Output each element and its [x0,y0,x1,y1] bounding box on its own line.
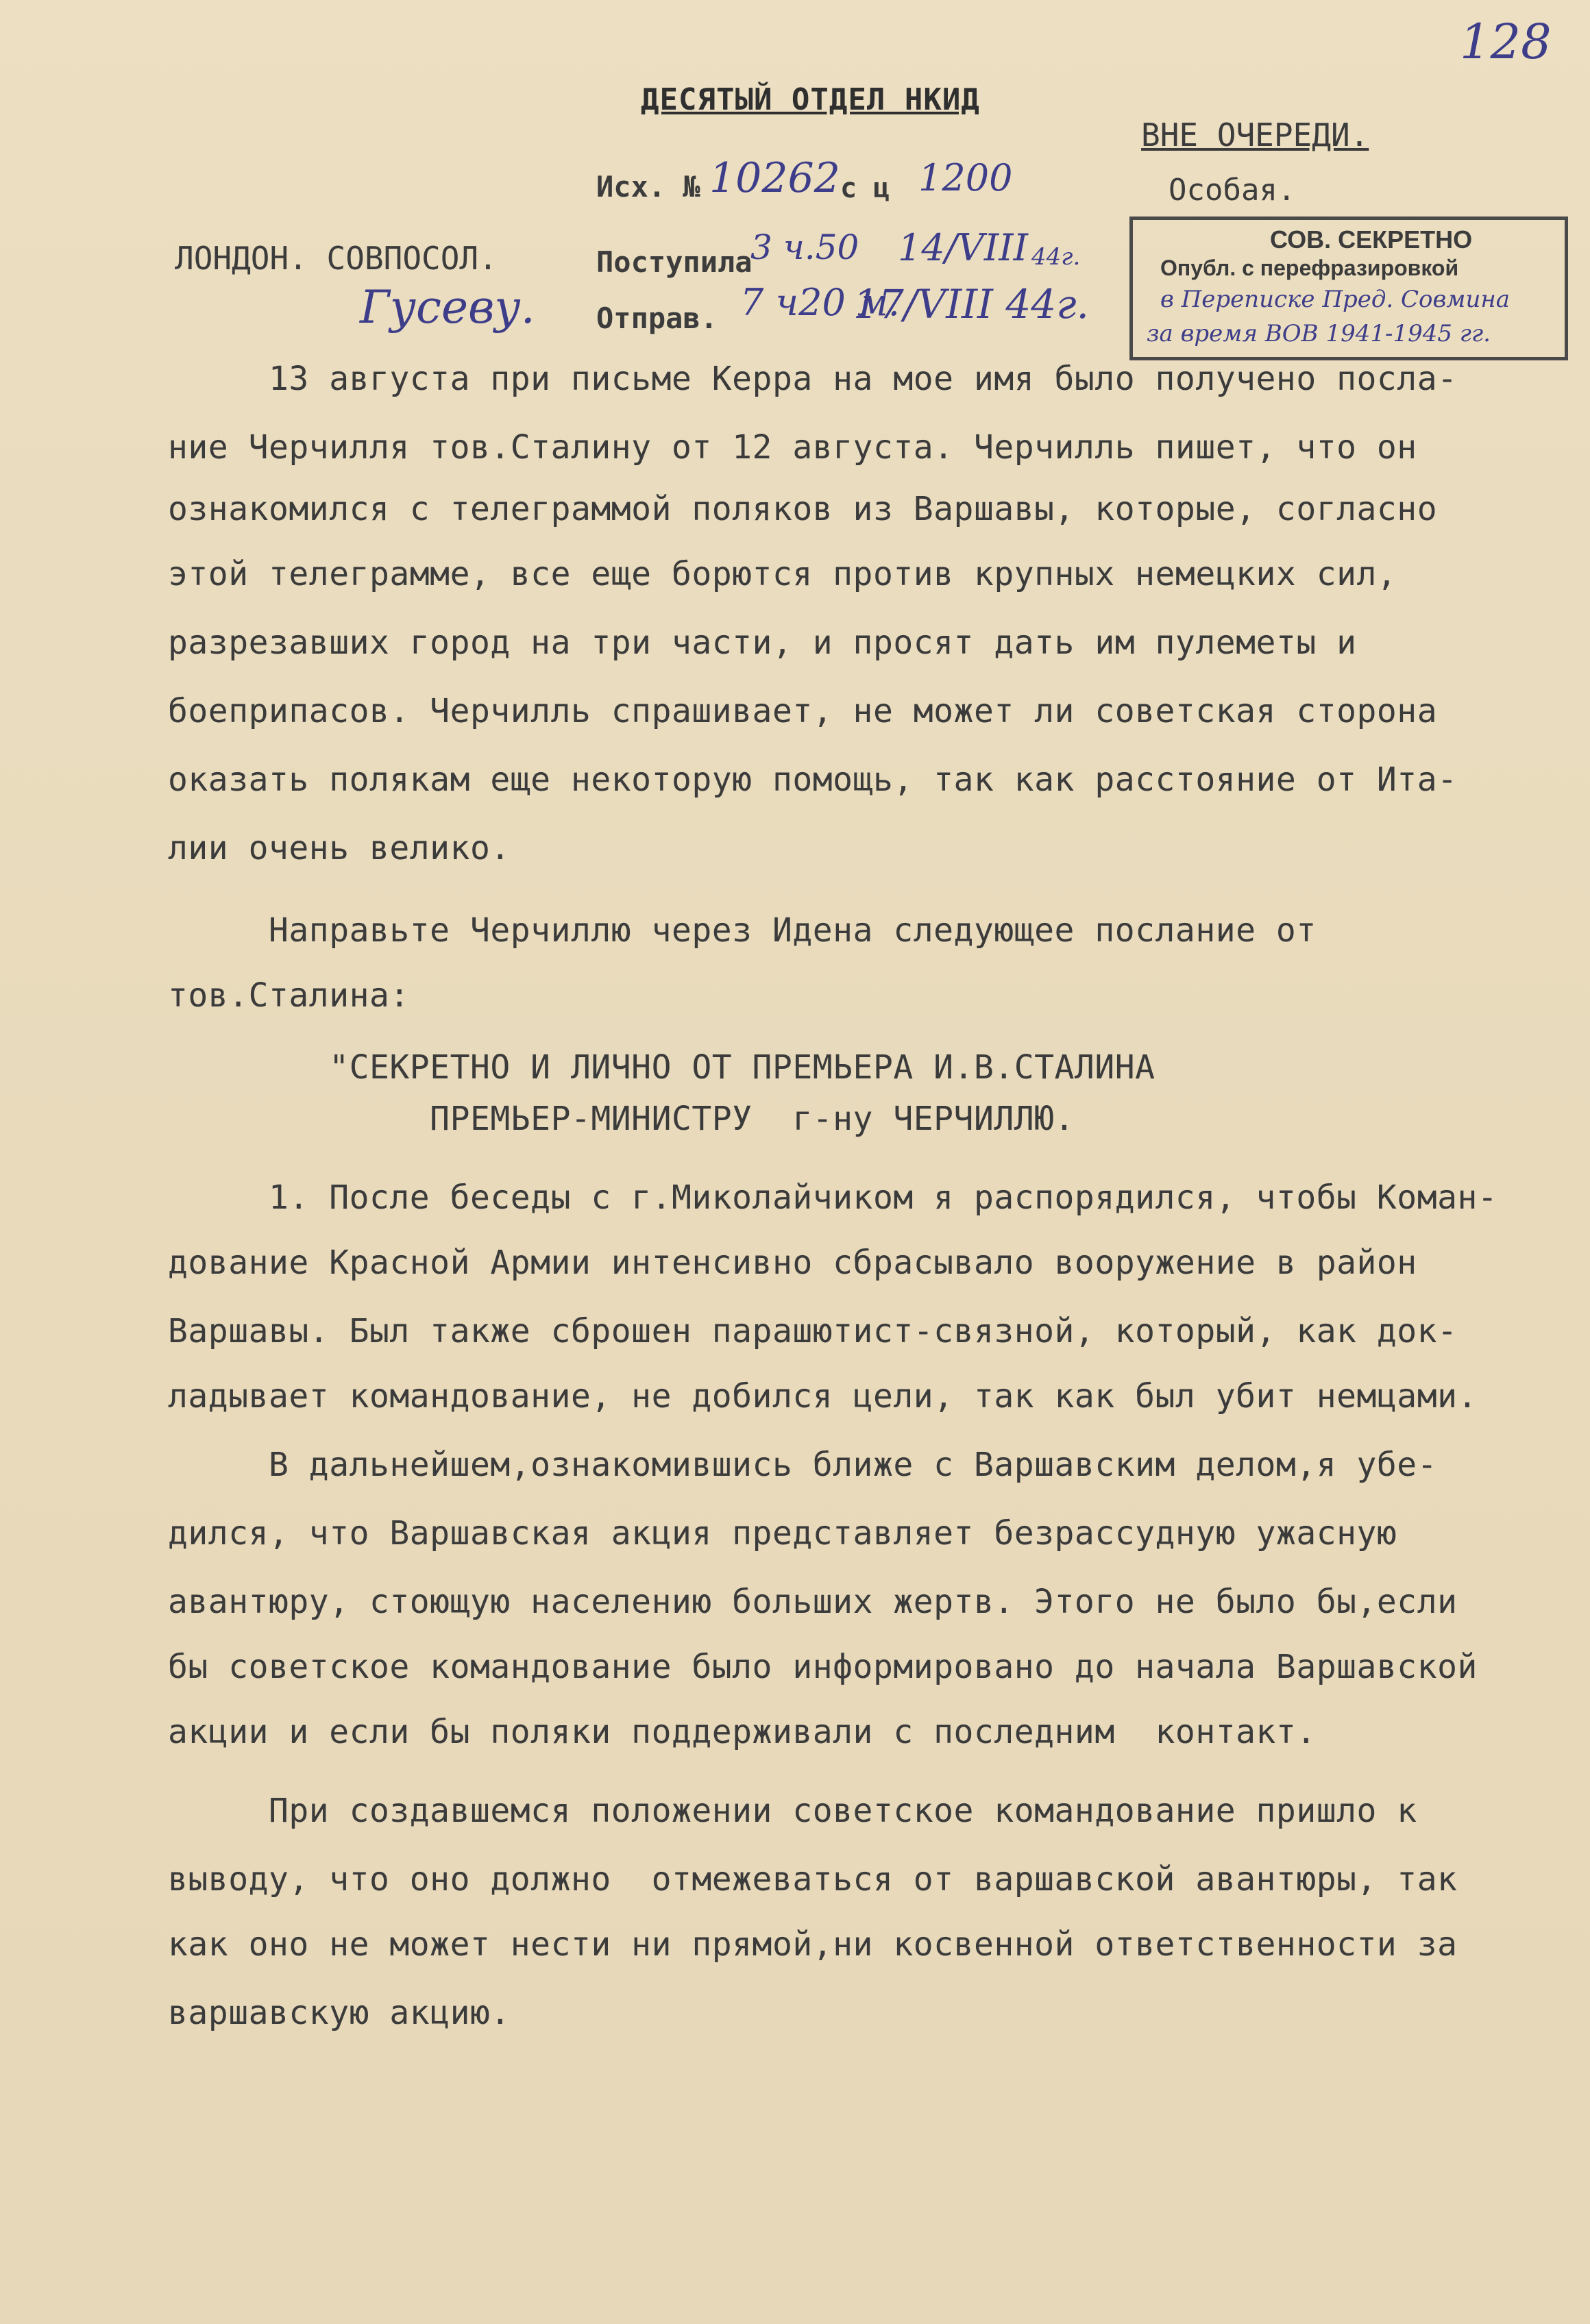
stamp-line-1: Опубл. с перефразировкой [1160,256,1459,280]
recipient-name: Гусеву. [360,281,535,334]
body-line: боеприпасов. Черчилль спрашивает, не может ли советская сторона [168,692,1438,730]
body-line: бы советское командование было информировано до начала Варшавской [168,1648,1478,1686]
body-line: дился, что Варшавская акция представляет безрассудную ужасную [168,1514,1397,1553]
body-line: авантюру, стоющую населению больших жертв. Этого не было бы,если [168,1583,1458,1621]
body-line: варшавскую акцию. [168,1994,511,2032]
body-line: ознакомился с телеграммой поляков из Варшавы, которые, согласно [168,490,1438,528]
sent-value: 7 ч20 м. [740,281,900,324]
outgoing-time: 1200 [918,156,1013,199]
sent-date: 17/VIII 44г. [853,281,1089,327]
body-line: оказать полякам еще некоторую помощь, так как расстояние от Ита- [168,761,1458,799]
outgoing-number: 10262 [709,154,840,202]
body-line: ладывает командование, не добился цели, так как был убит немцами. [168,1377,1478,1416]
body-line: Варшавы. Был также сброшен парашютист-связной, который, как док- [168,1312,1458,1350]
body-line: 1. После беседы с г.Миколайчиком я распорядился, чтобы Коман- [168,1178,1498,1217]
stamp-line-3: за время ВОВ 1941-1945 гг. [1147,320,1491,347]
stamp-title: СОВ. СЕКРЕТНО [1270,225,1473,254]
special-label: Особая. [1169,173,1296,208]
received-label: Поступила [596,245,753,279]
priority-label: ВНЕ ОЧЕРЕДИ. [1141,116,1369,153]
outgoing-c: с ц [840,173,890,204]
body-line: ние Черчилля тов.Сталину от 12 августа. Черчилль пишет, что он [168,428,1417,467]
body-line: "СЕКРЕТНО И ЛИЧНО ОТ ПРЕМЬЕРА И.В.СТАЛИНА [168,1048,1155,1087]
stamp-line-2: в Переписке Пред. Совмина [1160,286,1510,313]
body-line: Направьте Черчиллю через Идена следующее послание от [168,911,1317,950]
body-line: как оно не может нести ни прямой,ни косвенной ответственности за [168,1925,1458,1964]
received-year: 44г. [1031,243,1081,271]
body-line: акции и если бы поляки поддерживали с последним контакт. [168,1713,1317,1751]
received-date: 14/VIII [898,226,1028,269]
department-header: ДЕСЯТЫЙ ОТДЕЛ НКИД [641,82,980,117]
body-line: ПРЕМЬЕР-МИНИСТРУ г-ну ЧЕРЧИЛЛЮ. [168,1100,1075,1138]
body-line: выводу, что оно должно отмежеваться от варшавской авантюры, так [168,1860,1458,1899]
received-value: 3 ч.50 [750,227,859,267]
body-line: лии очень велико. [168,829,511,867]
body-line: дование Красной Армии интенсивно сбрасывало вооружение в район [168,1244,1417,1282]
body-line: 13 августа при письме Керра на мое имя было получено посла- [168,360,1458,398]
body-line: В дальнейшем,ознакомившись ближе с Варшавским делом,я убе- [168,1446,1438,1484]
body-line: разрезавших город на три части, и просят дать им пулеметы и [168,623,1357,662]
outgoing-label: Исх. № [596,170,700,203]
page-number: 128 [1460,14,1552,70]
body-line: При создавшемся положении советское командование пришло к [168,1792,1417,1830]
sent-label: Отправ. [596,301,718,335]
address-line: ЛОНДОН. СОВПОСОЛ. [175,240,498,277]
body-line: тов.Сталина: [168,976,410,1015]
body-line: этой телеграмме, все еще борются против крупных немецких сил, [168,555,1397,593]
secret-stamp [1129,217,1568,360]
